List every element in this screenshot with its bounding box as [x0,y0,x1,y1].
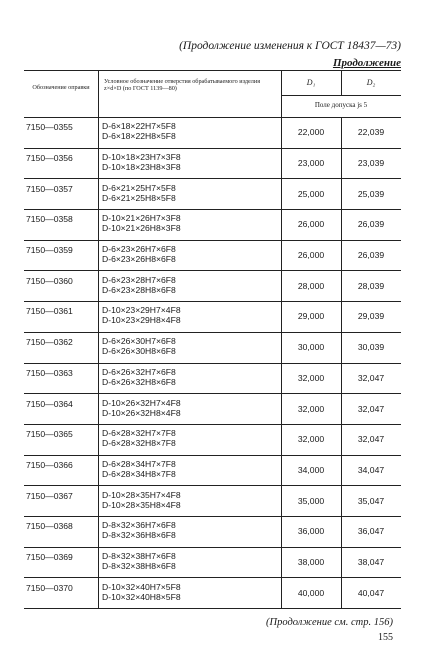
row-d1-value: 29,000 [297,311,325,322]
row-d1-value: 26,000 [297,250,325,261]
row-divider [24,301,401,302]
row-condition-h8: D-10×28×35H8×4F8 [102,499,181,510]
continuation-subheader [333,57,401,69]
row-d2-value: 40,047 [357,587,385,598]
row-designation: 7150—0356 [26,153,73,164]
row-designation: 7150—0357 [26,183,73,194]
continuation-sub-label: Продолжение [332,57,401,69]
row-condition-h7: D-10×21×26H7×3F8 [102,213,181,224]
row-d2-value: 36,047 [357,526,385,537]
row-d2-value: 35,047 [357,495,385,506]
row-divider [24,516,401,517]
row-designation: 7150—0359 [26,245,73,256]
table-top-border [24,70,401,71]
row-condition-h8: D-6×18×22H8×5F8 [102,131,176,142]
row-d1-value: 28,000 [297,280,325,291]
row-designation: 7150—0355 [26,122,73,133]
row-condition-h8: D-6×28×32H8×7F8 [102,438,176,449]
row-designation: 7150—0361 [26,306,73,317]
row-divider [24,455,401,456]
row-d1-value: 38,000 [297,556,325,567]
row-designation: 7150—0368 [26,521,73,532]
row-d2-value: 32,047 [357,434,385,445]
row-divider [24,485,401,486]
row-divider [24,148,401,149]
row-condition-h8: D-6×26×32H8×6F8 [102,376,176,387]
row-designation: 7150—0363 [26,367,73,378]
row-condition-h8: D-10×32×40H8×5F8 [102,591,181,602]
row-d2-value: 26,039 [357,250,385,261]
row-designation: 7150—0358 [26,214,73,225]
row-condition-h8: D-6×23×28H8×6F8 [102,284,176,295]
row-condition-h7: D-6×18×22H7×5F8 [102,121,176,132]
header-designation: Обозначение оправки [32,84,90,91]
row-d1-value: 30,000 [297,342,325,353]
row-condition-h7: D-10×32×40H7×5F8 [102,581,181,592]
row-designation: 7150—0367 [26,490,73,501]
row-d1-value: 32,000 [297,403,325,414]
row-condition-h7: D-10×26×32H7×4F8 [102,397,181,408]
spline-mandrel-table [24,70,401,608]
row-condition-h8: D-10×23×29H8×4F8 [102,315,181,326]
row-condition-h7: D-10×28×35H7×4F8 [102,489,181,500]
row-d2-value: 30,039 [357,342,385,353]
row-d1-value: 35,000 [297,495,325,506]
row-d2-value: 22,039 [357,127,385,138]
row-divider [24,209,401,210]
row-designation: 7150—0370 [26,582,73,593]
row-divider [24,577,401,578]
row-condition-h7: D-6×26×30H7×6F8 [102,336,176,347]
row-d1-value: 34,000 [297,464,325,475]
row-condition-h7: D-6×23×28H7×6F8 [102,274,176,285]
row-designation: 7150—0364 [26,398,73,409]
row-divider [24,240,401,241]
row-designation: 7150—0362 [26,337,73,348]
row-d2-value: 25,039 [357,188,385,199]
row-condition-h7: D-6×26×32H7×6F8 [102,366,176,377]
row-d1-value: 26,000 [297,219,325,230]
page-number: 155 [378,632,393,643]
row-condition-h7: D-6×28×34H7×7F8 [102,458,176,469]
row-divider [24,363,401,364]
row-condition-h8: D-8×32×38H8×6F8 [102,560,176,571]
header-d1: D₁ [306,78,316,87]
row-d1-value: 40,000 [297,587,325,598]
row-condition-h8: D-10×21×26H8×3F8 [102,223,181,234]
row-divider [24,547,401,548]
row-condition-h7: D-6×23×26H7×6F8 [102,244,176,255]
row-d1-value: 36,000 [297,526,325,537]
row-divider [24,608,401,609]
row-condition-h8: D-6×21×25H8×5F8 [102,192,176,203]
row-condition-h7: D-10×18×23H7×3F8 [102,152,181,163]
row-divider [24,332,401,333]
row-d2-value: 32,047 [357,372,385,383]
header-d2: D₂ [366,78,376,87]
row-condition-h7: D-8×32×38H7×6F8 [102,550,176,561]
row-d1-value: 32,000 [297,434,325,445]
row-divider [24,424,401,425]
continuation-footer: (Продолжение см. стр. 156) [266,617,393,628]
row-condition-h8: D-6×28×34H8×7F8 [102,468,176,479]
row-divider [24,178,401,179]
row-condition-h7: D-8×32×36H7×6F8 [102,520,176,531]
row-d2-value: 29,039 [357,311,385,322]
row-divider [24,393,401,394]
row-designation: 7150—0369 [26,551,73,562]
row-condition-h7: D-10×23×29H7×4F8 [102,305,181,316]
row-designation: 7150—0366 [26,459,73,470]
row-condition-h7: D-6×28×32H7×7F8 [102,428,176,439]
row-d2-value: 32,047 [357,403,385,414]
row-d2-value: 34,047 [357,464,385,475]
row-divider [24,270,401,271]
tolerance-divider [281,95,401,96]
header-tolerance: Поле допуска js 5 [314,101,368,109]
row-designation: 7150—0365 [26,429,73,440]
row-condition-h8: D-10×26×32H8×4F8 [102,407,181,418]
continuation-header: (Продолжение изменения к ГОСТ 18437—73) [179,40,401,52]
row-condition-h8: D-6×26×30H8×6F8 [102,346,176,357]
row-d1-value: 32,000 [297,372,325,383]
row-designation: 7150—0360 [26,275,73,286]
row-d2-value: 38,047 [357,556,385,567]
row-d1-value: 25,000 [297,188,325,199]
row-condition-h7: D-6×21×25H7×5F8 [102,182,176,193]
row-condition-h8: D-8×32×36H8×6F8 [102,530,176,541]
row-d2-value: 28,039 [357,280,385,291]
row-d2-value: 23,039 [357,158,385,169]
column-divider-1 [98,70,99,608]
row-condition-h8: D-10×18×23H8×3F8 [102,162,181,173]
row-d2-value: 26,039 [357,219,385,230]
header-bottom-border [24,117,401,118]
header-condition: Условное обозначение отверстия обрабатываемого изделия z×d×D (по ГОСТ 1139—80) [104,78,261,92]
row-d1-value: 23,000 [297,158,325,169]
row-d1-value: 22,000 [297,127,325,138]
row-condition-h8: D-6×23×26H8×6F8 [102,254,176,265]
